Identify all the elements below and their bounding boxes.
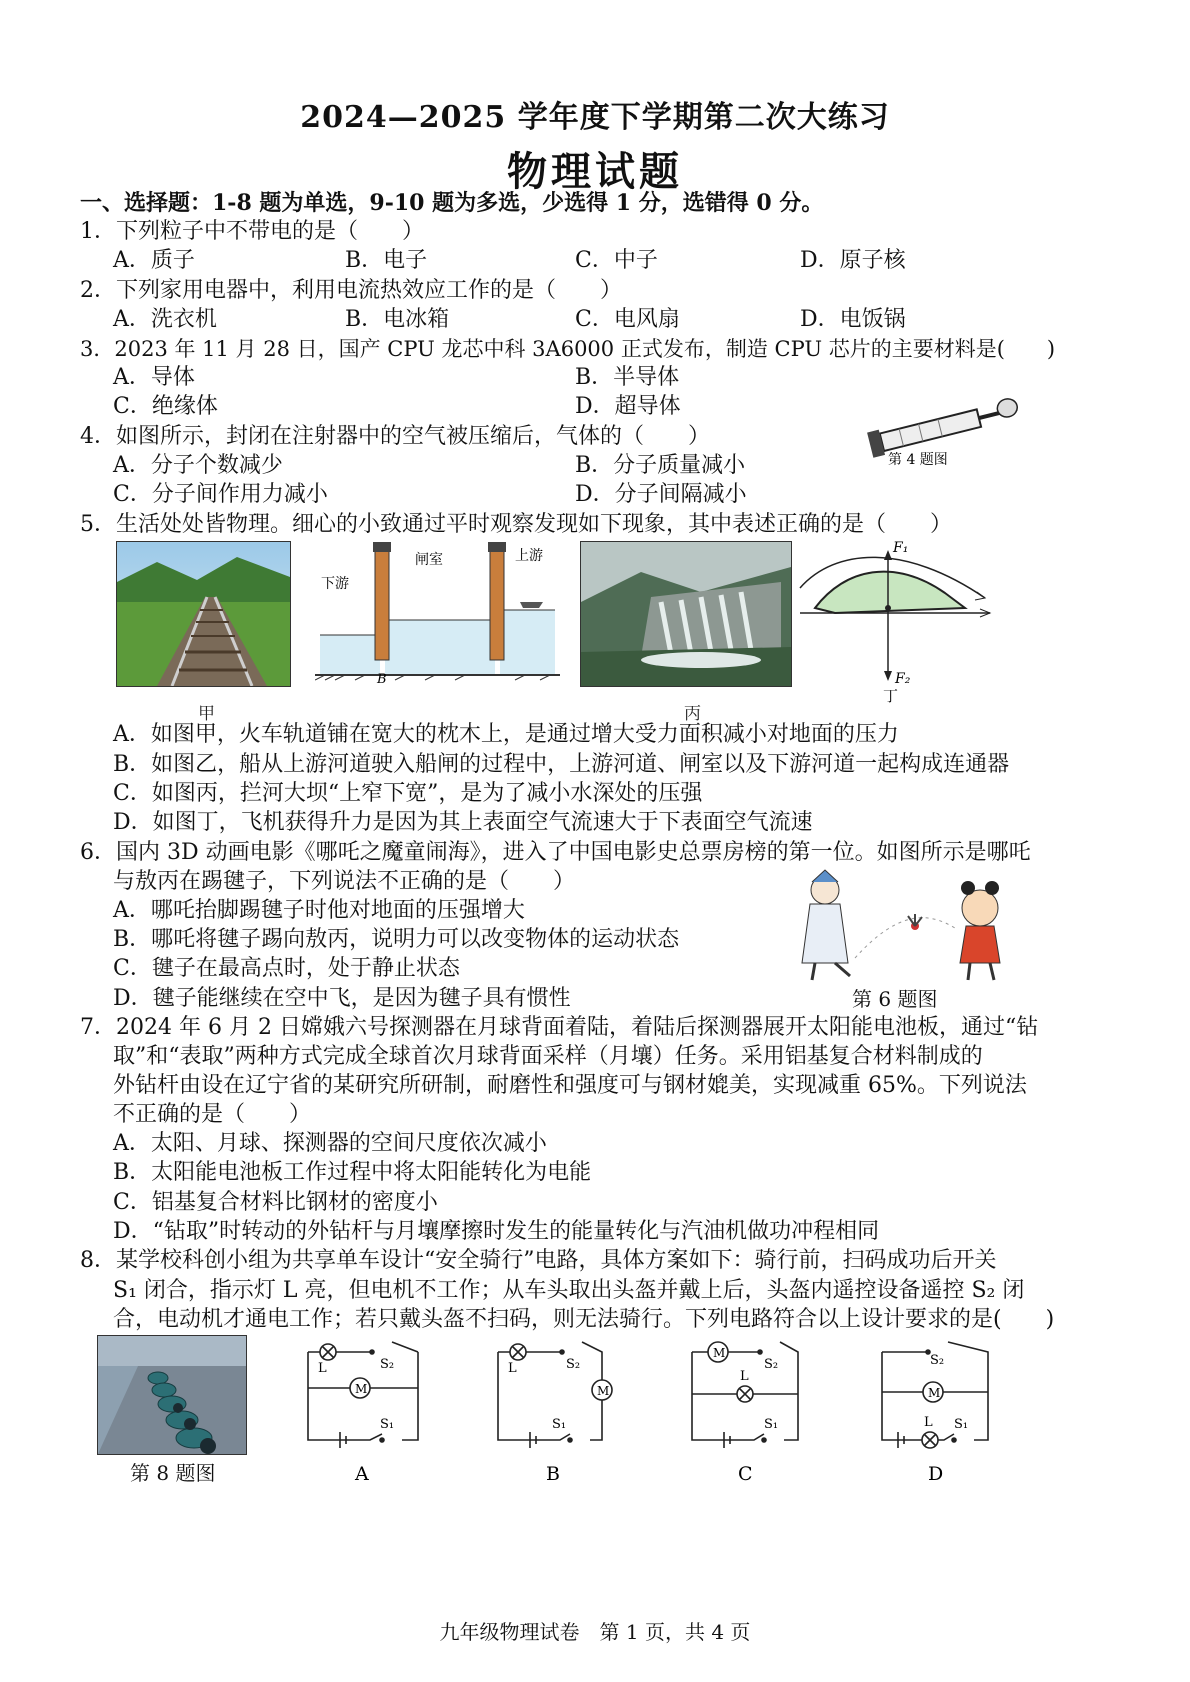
q8-stem-line1: 8．某学校科创小组为共享单车设计“安全骑行”电路，具体方案如下：骑行前，扫码成功后开关: [80, 1248, 997, 1273]
q2-stem: 2．下列家用电器中，利用电流热效应工作的是（ ）: [80, 278, 622, 303]
q1-option-b: B．电子: [345, 248, 428, 273]
circuit-b-lamp-label: L: [508, 1361, 517, 1376]
q3-option-c: C．绝缘体: [113, 394, 218, 419]
circuit-a: [300, 1330, 425, 1485]
circuit-b-option-label: B: [546, 1463, 560, 1485]
nezha-figure: [960, 881, 1000, 980]
lock-label-b: B: [377, 672, 387, 687]
q2-option-a: A．洗衣机: [113, 307, 217, 332]
circuit-a-option-label: A: [355, 1463, 369, 1485]
q4-option-b: B．分子质量减小: [575, 453, 746, 478]
q7-option-a: A．太阳、月球、探测器的空间尺度依次减小: [113, 1131, 547, 1156]
circuit-a-s1-label: S₁: [380, 1417, 395, 1432]
q4-figure-caption: 第 4 题图: [888, 452, 948, 468]
q6-option-c: C．毽子在最高点时，处于静止状态: [113, 956, 460, 981]
ship-lock-diagram: [315, 540, 560, 690]
circuit-a-lamp-label: L: [318, 1361, 327, 1376]
q7-option-c: C．铝基复合材料比钢材的密度小: [113, 1190, 438, 1215]
shared-bikes-photo: [97, 1335, 247, 1455]
q3-option-d: D．超导体: [575, 394, 681, 419]
circuit-b-s2-label: S₂: [566, 1357, 581, 1372]
circuit-b: [490, 1330, 620, 1485]
lock-label-chamber: 闸室: [415, 552, 443, 568]
circuit-c-s2-label: S₂: [764, 1357, 779, 1372]
circuit-d-motor: M: [928, 1386, 941, 1400]
q3-option-b: B．半导体: [575, 365, 680, 390]
q5-stem: 5．生活处处皆物理。细心的小致通过平时观察发现如下现象，其中表述正确的是（ ）: [80, 512, 953, 537]
q2-option-b: B．电冰箱: [345, 307, 450, 332]
page-footer: 九年级物理试卷 第 1 页，共 4 页: [439, 1620, 751, 1644]
shuttlecock-cartoon: [790, 868, 1030, 983]
circuit-c-lamp-label: L: [740, 1369, 749, 1384]
q8-stem-line2: S₁ 闭合，指示灯 L 亮，但电机不工作；从车头取出头盔并戴上后，头盔内遥控设备遥控 S₂ 闭: [113, 1278, 1025, 1303]
lock-label-upstream: 上游: [515, 548, 543, 564]
q2-option-d: D．电饭锅: [800, 307, 906, 332]
q6-option-d: D．毽子能继续在空中飞，是因为毽子具有惯性: [113, 986, 571, 1011]
circuit-c: [688, 1330, 813, 1485]
q3-option-a: A．导体: [113, 365, 195, 390]
q6-stem-line1: 6．国内 3D 动画电影《哪吒之魔童闹海》，进入了中国电影史总票房榜的第一位。如图所示是哪吒: [80, 840, 1031, 865]
subject-title: 物理试题: [507, 148, 683, 195]
q5-option-b: B．如图乙，船从上游河道驶入船闸的过程中，上游河道、闸室以及下游河道一起构成连通器: [113, 752, 1010, 777]
q7-stem-line1: 7．2024 年 6 月 2 日嫦娥六号探测器在月球背面着陆，着陆后探测器展开太阳能电池板，通过“钻: [80, 1015, 1039, 1040]
circuit-a-motor: M: [355, 1382, 368, 1396]
lock-label-downstream: 下游: [321, 576, 349, 592]
q1-option-a: A．质子: [113, 248, 195, 273]
q4-option-c: C．分子间作用力减小: [113, 482, 328, 507]
section-heading: 一、选择题：1-8 题为单选，9-10 题为多选，少选得 1 分，选错得 0 分。: [80, 190, 824, 216]
aobing-figure: [802, 870, 850, 980]
circuit-d-lamp-label: L: [924, 1415, 933, 1430]
q5-option-c: C．如图丙，拦河大坝“上窄下宽”，是为了减小水深处的压强: [113, 781, 703, 806]
airfoil-diagram: [795, 538, 995, 703]
q5-option-a: A．如图甲，火车轨道铺在宽大的枕木上，是通过增大受力面积减小对地面的压力: [113, 722, 899, 747]
shuttlecock-icon: [908, 914, 922, 930]
q3-stem: 3．2023 年 11 月 28 日，国产 CPU 龙芯中科 3A6000 正式发布，制造 CPU 芯片的主要材料是( ): [80, 337, 1056, 361]
fig-bing-label: 丙: [684, 704, 701, 724]
q6-option-b: B．哪吒将毽子踢向敖丙，说明力可以改变物体的运动状态: [113, 927, 680, 952]
q6-stem-line2: 与敖丙在踢毽子，下列说法不正确的是（ ）: [113, 869, 576, 894]
q8-figure-caption: 第 8 题图: [130, 1461, 216, 1485]
circuit-d-s1-label: S₁: [954, 1417, 969, 1432]
year-title: 2024—2025 学年度下学期第二次大练习: [300, 100, 890, 135]
q7-stem-line4: 不正确的是（ ）: [113, 1102, 312, 1127]
q7-option-d: D．“钻取”时转动的外钻杆与月壤摩擦时发生的能量转化与汽油机做功冲程相同: [113, 1219, 880, 1244]
q2-option-c: C．电风扇: [575, 307, 680, 332]
q1-stem: 1．下列粒子中不带电的是（ ）: [80, 219, 424, 244]
circuit-d: [878, 1330, 1003, 1485]
q7-stem-line3: 外钻杆由设在辽宁省的某研究所研制，耐磨性和强度可与钢材媲美，实现减重 65%。下列说法: [113, 1073, 1027, 1098]
fig-ding-label: 丁: [883, 687, 899, 703]
q4-option-a: A．分子个数减少: [113, 453, 283, 478]
q5-option-d: D．如图丁，飞机获得升力是因为其上表面空气流速大于下表面空气流速: [113, 810, 813, 835]
circuit-c-option-label: C: [738, 1463, 753, 1485]
railway-photo: [116, 541, 291, 687]
force-label-f2: F₂: [895, 671, 911, 687]
circuit-b-motor: M: [597, 1384, 610, 1398]
circuit-c-motor: M: [713, 1346, 726, 1360]
q4-option-d: D．分子间隔减小: [575, 482, 747, 507]
q8-stem-line3: 合，电动机才通电工作；若只戴头盔不扫码，则无法骑行。下列电路符合以上设计要求的是( ): [113, 1307, 1055, 1332]
dam-photo: [580, 541, 792, 687]
q6-figure-caption: 第 6 题图: [852, 987, 938, 1011]
circuit-a-s2-label: S₂: [380, 1357, 395, 1372]
force-label-f1: F₁: [893, 540, 909, 556]
circuit-d-option-label: D: [928, 1463, 944, 1485]
q1-option-c: C．中子: [575, 248, 658, 273]
circuit-c-s1-label: S₁: [764, 1417, 779, 1432]
q7-option-b: B．太阳能电池板工作过程中将太阳能转化为电能: [113, 1160, 592, 1185]
q1-option-d: D．原子核: [800, 248, 906, 273]
circuit-d-s2-label: S₂: [930, 1353, 945, 1368]
circuit-b-s1-label: S₁: [552, 1417, 567, 1432]
q4-stem: 4．如图所示，封闭在注射器中的空气被压缩后，气体的（ ）: [80, 424, 710, 449]
q6-option-a: A．哪吒抬脚踢毽子时他对地面的压强增大: [113, 898, 525, 923]
syringe-figure: [850, 398, 1020, 470]
fig-jia-label: 甲: [198, 704, 215, 724]
q7-stem-line2: 取”和“表取”两种方式完成全球首次月球背面采样（月壤）任务。采用铝基复合材料制成的: [113, 1044, 983, 1069]
